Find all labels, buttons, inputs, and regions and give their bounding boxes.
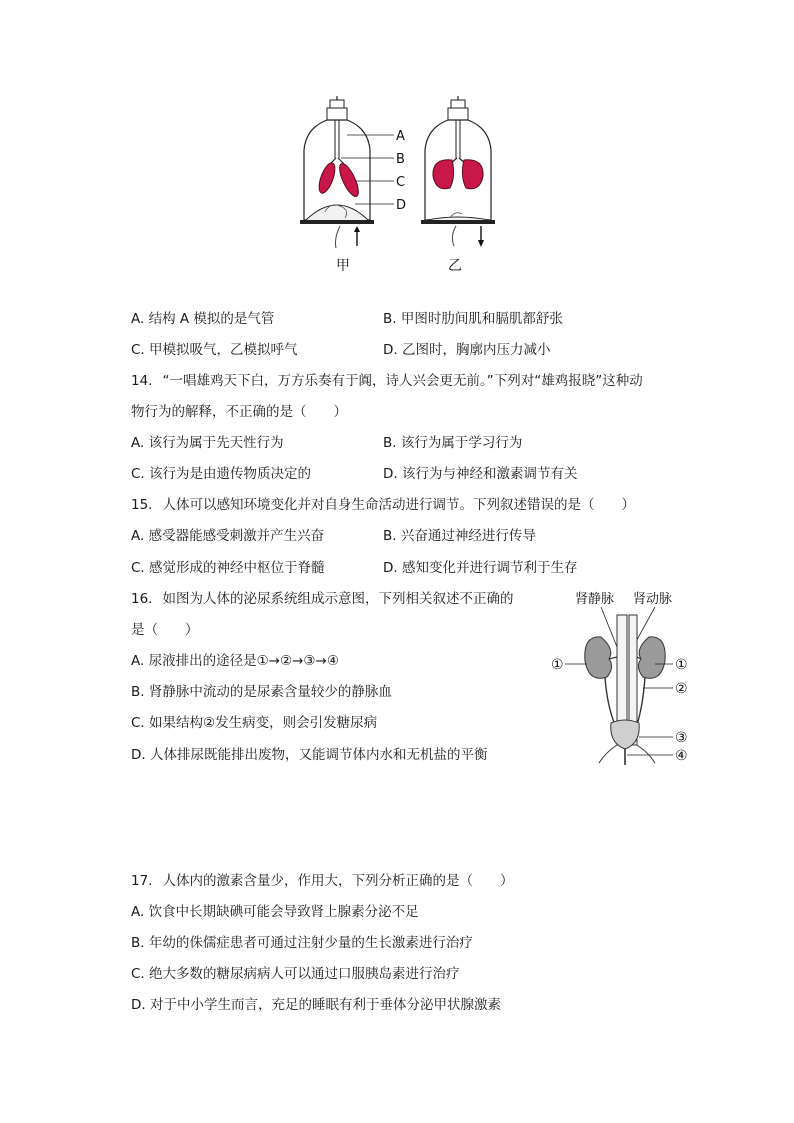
q14-option-d[interactable]: D. 该行为与神经和激素调节有关: [383, 466, 578, 482]
q15-stem-text: 人体可以感知环境变化并对自身生命活动进行调节。下列叙述错误的是（ ）: [162, 497, 635, 513]
urinary-system-figure: [545, 585, 725, 770]
q17-stem-text: 人体内的激素含量少，作用大，下列分析正确的是（ ）: [162, 873, 514, 889]
q14-stem-text1: “一唱雄鸡天下白，万方乐奏有于阗，诗人兴会更无前。”下列对“雄鸡报晓”这种动: [162, 373, 643, 389]
lung-model-figure: [0, 0, 794, 290]
q15-option-b[interactable]: B. 兴奋通过神经进行传导: [383, 528, 536, 544]
label-a: A: [396, 129, 405, 144]
label-c: C: [396, 175, 406, 190]
q17-number: 17.: [131, 873, 153, 889]
mark-4: ④: [675, 748, 688, 764]
q15-option-c[interactable]: C. 感觉形成的神经中枢位于脊髓: [131, 560, 325, 576]
q15-option-d[interactable]: D. 感知变化并进行调节利于生存: [383, 560, 578, 576]
q13-option-d[interactable]: D. 乙图时，胸廓内压力减小: [383, 342, 551, 358]
q13-option-c[interactable]: C. 甲模拟吸气，乙模拟呼气: [131, 342, 298, 358]
q16-option-a[interactable]: A. 尿液排出的途径是①→②→③→④: [131, 653, 339, 669]
q13-option-a[interactable]: A. 结构 A 模拟的是气管: [131, 311, 275, 327]
lung-right-yi: [462, 160, 483, 189]
q13-option-b[interactable]: B. 甲图时肋间肌和膈肌都舒张: [383, 311, 563, 327]
q15-number: 15.: [131, 497, 153, 513]
lung-left-yi: [433, 160, 454, 189]
jar-jia: [300, 96, 394, 248]
q17-option-a[interactable]: A. 饮食中长期缺碘可能会导致肾上腺素分泌不足: [131, 904, 419, 920]
q16-stem-line1: [131, 589, 513, 609]
kidney-right: [638, 637, 665, 678]
mark-1-left: ①: [551, 657, 564, 673]
q14-number: 14.: [131, 373, 153, 389]
q14-stem-line2: 物行为的解释，不正确的是（ ）: [131, 404, 347, 420]
q16-number: 16.: [131, 591, 153, 607]
label-d: D: [396, 198, 407, 213]
q16-option-b[interactable]: B. 肾静脉中流动的是尿素含量较少的静脉血: [131, 684, 392, 700]
q14-stem-line1: [131, 371, 643, 391]
caption-jia: 甲: [336, 258, 350, 274]
q14-option-a[interactable]: A. 该行为属于先天性行为: [131, 435, 284, 451]
q16-option-c[interactable]: C. 如果结构②发生病变，则会引发糖尿病: [131, 715, 378, 731]
q14-option-b[interactable]: B. 该行为属于学习行为: [383, 435, 523, 451]
jar-yi: [421, 96, 495, 247]
q16-stem-text1: 如图为人体的泌尿系统组成示意图，下列相关叙述不正确的: [162, 591, 514, 607]
q17-option-d[interactable]: D. 对于中小学生而言，充足的睡眠有利于垂体分泌甲状腺激素: [131, 997, 501, 1013]
mark-3: ③: [675, 730, 688, 746]
q16-option-d[interactable]: D. 人体排尿既能排出废物，又能调节体内水和无机盐的平衡: [131, 747, 488, 763]
label-b: B: [396, 152, 405, 167]
mark-2: ②: [675, 681, 688, 697]
q17-option-b[interactable]: B. 年幼的侏儒症患者可通过注射少量的生长激素进行治疗: [131, 935, 473, 951]
mark-1-right: ①: [675, 657, 688, 673]
kidney-left: [585, 637, 612, 678]
q14-option-c[interactable]: C. 该行为是由遗传物质决定的: [131, 466, 312, 482]
q15-option-a[interactable]: A. 感受器能感受刺激并产生兴奋: [131, 528, 325, 544]
caption-yi: 乙: [448, 258, 462, 274]
q16-stem-line2: 是（ ）: [131, 622, 199, 638]
q15-stem: [131, 495, 635, 515]
q17-option-c[interactable]: C. 绝大多数的糖尿病病人可以通过口服胰岛素进行治疗: [131, 966, 460, 982]
label-renal-artery: 肾动脉: [633, 592, 673, 607]
label-renal-vein: 肾静脉: [575, 592, 615, 607]
q17-stem: [131, 871, 513, 891]
